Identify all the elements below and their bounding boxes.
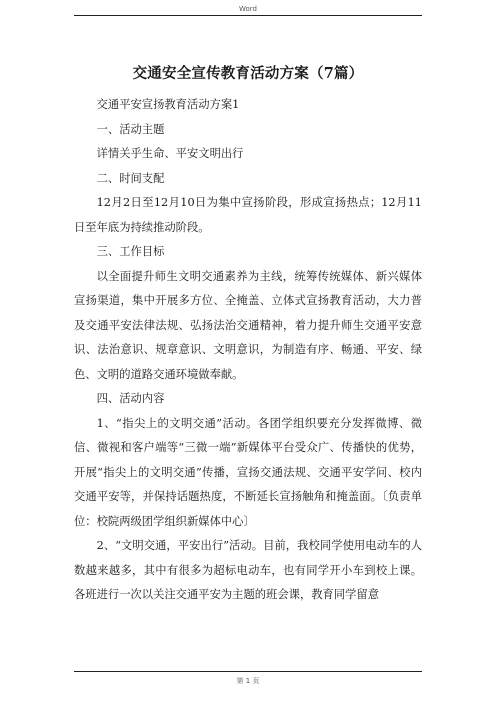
section-heading-goals: 三、工作目标	[96, 245, 165, 258]
paragraph-plan-heading: 交通平安宣扬教育活动方案1	[96, 98, 240, 111]
paragraph-activity-1: 1、“指尖上的文明交通”活动。各团学组织要充分发挥微博、微信、微视和客户端等“三微一端”新媒体平台受众广、传播快的优势，开展“指尖上的文明交通”传播，宣扬交通法规、交通平安学问、校内交通平安等，并保持话题热度，不断延长宣扬触角和掩盖面。〔负责单位：校院两级团学组织新媒体中心〕	[74, 416, 422, 528]
header-divider	[74, 15, 422, 16]
section-heading-schedule: 二、时间支配	[96, 171, 165, 185]
paragraph-schedule: 12月2日至12月10日为集中宣扬阶段，形成宣扬热点；12月11日至年底为持续推动阶段。	[74, 196, 422, 234]
paragraph-activity-2: 2、“文明交通，平安出行”活动。目前，我校同学使用电动车的人数越来越多，其中有很多为超标电动车，也有同学开小车到校上课。各班进行一次以关注交通平安为主题的班会课，教育同学留意	[74, 539, 422, 601]
page-number: 第 1 页	[236, 677, 260, 685]
document-body	[74, 93, 422, 608]
paragraph-goals: 以全面提升师生文明交通素养为主线，统筹传统媒体、新兴媒体宣扬渠道，集中开展多方位、全掩盖、立体式宣扬教育活动，大力普及交通平安法律法规、弘扬法治交通精神，着力提升师生交通平安意识、法治意识、规章意识、文明意识，为制造有序、畅通、平安、绿色、文明的道路交通环境做奉献。	[74, 269, 422, 381]
footer-divider	[74, 671, 422, 672]
app-header-label: Word	[239, 5, 257, 13]
paragraph-theme: 详情关乎生命、平安文明出行	[96, 147, 244, 160]
section-heading-content: 四、活动内容	[96, 392, 165, 405]
document-title: 交通安全宣传教育活动方案（7篇）	[132, 65, 364, 82]
section-heading-theme: 一、活动主题	[96, 122, 165, 136]
